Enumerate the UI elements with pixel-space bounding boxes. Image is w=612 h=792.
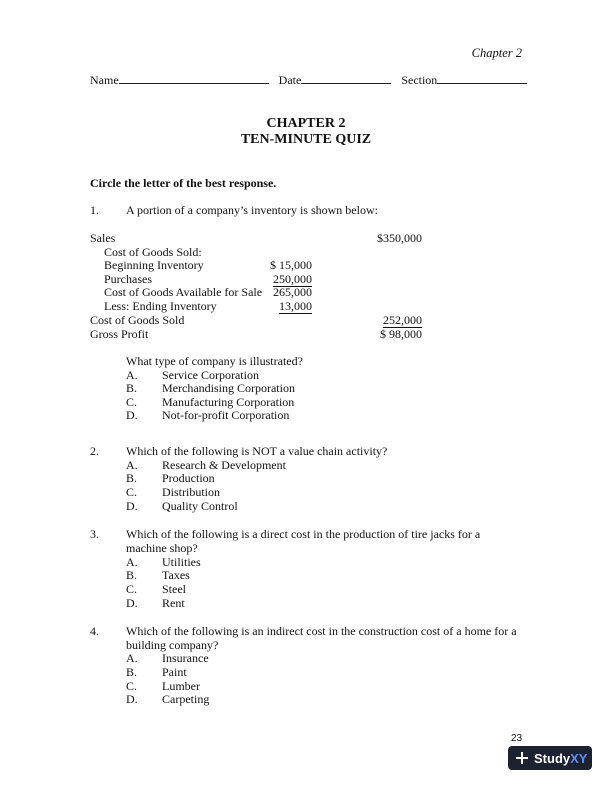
q4-option-d-text: Carpeting xyxy=(162,692,210,706)
sales-value: $350,000 xyxy=(377,231,422,245)
q3-option-d-text: Rent xyxy=(162,596,185,610)
cogs-label: Cost of Goods Sold xyxy=(90,313,185,327)
name-field[interactable] xyxy=(119,72,269,84)
q3-option-d-letter[interactable]: D. xyxy=(126,596,138,610)
q3-option-a-text: Utilities xyxy=(162,555,201,569)
q3-option-b-letter[interactable]: B. xyxy=(126,568,138,582)
cogs-header: Cost of Goods Sold: xyxy=(104,245,202,259)
name-label: Name xyxy=(90,73,119,87)
q2-option-a-letter[interactable]: A. xyxy=(126,458,138,472)
cogs-value: 252,000 xyxy=(383,313,422,327)
q4-option-b-text: Paint xyxy=(162,665,187,679)
q1-option-b-text: Merchandising Corporation xyxy=(162,381,295,395)
q3-option-c-text: Steel xyxy=(162,582,186,596)
ending-inventory-value: 13,000 xyxy=(279,299,312,313)
instructions: Circle the letter of the best response. xyxy=(90,176,277,190)
student-info-fields xyxy=(90,72,527,87)
gross-profit-label: Gross Profit xyxy=(90,327,149,341)
sales-label: Sales xyxy=(90,231,116,245)
date-label: Date xyxy=(278,73,302,87)
q1-option-b-letter[interactable]: B. xyxy=(126,381,138,395)
q3-text-line2: machine shop? xyxy=(126,541,198,555)
q1-option-a-text: Service Corporation xyxy=(162,368,259,382)
q2-option-a-text: Research & Development xyxy=(162,458,286,472)
purchases-label: Purchases xyxy=(104,272,152,286)
chapter-header: Chapter 2 xyxy=(471,46,522,60)
q3-number: 3. xyxy=(90,527,99,541)
q2-option-b-letter[interactable]: B. xyxy=(126,471,138,485)
plus-icon xyxy=(516,752,528,764)
q3-text-line1: Which of the following is a direct cost in the production of tire jacks for a xyxy=(126,527,481,541)
q4-option-a-text: Insurance xyxy=(162,651,209,665)
goods-available-value: 265,000 xyxy=(273,285,312,299)
q2-option-d-text: Quality Control xyxy=(162,499,238,513)
page-number: 23 xyxy=(511,733,523,744)
q4-number: 4. xyxy=(90,624,99,638)
q4-option-a-letter[interactable]: A. xyxy=(126,651,138,665)
brand-logo-text: StudyXY xyxy=(534,750,588,766)
q4-option-c-text: Lumber xyxy=(162,679,200,693)
q2-option-c-letter[interactable]: C. xyxy=(126,485,138,499)
goods-available-label: Cost of Goods Available for Sale xyxy=(104,285,263,299)
q1-prompt: What type of company is illustrated? xyxy=(126,354,303,368)
q1-option-d-text: Not-for-profit Corporation xyxy=(162,408,290,422)
studyxy-badge[interactable] xyxy=(508,746,592,770)
ending-inventory-label: Less: Ending Inventory xyxy=(104,299,217,313)
q2-option-c-text: Distribution xyxy=(162,485,221,499)
q2-option-b-text: Production xyxy=(162,471,215,485)
q4-option-b-letter[interactable]: B. xyxy=(126,665,138,679)
q4-text-line1: Which of the following is an indirect cost in the construction cost of a home for a xyxy=(126,624,517,638)
beginning-inventory-value: $ 15,000 xyxy=(270,258,312,272)
q4-option-c-letter[interactable]: C. xyxy=(126,679,138,693)
section-label: Section xyxy=(401,73,438,87)
q1-option-a-letter[interactable]: A. xyxy=(126,368,138,382)
q3-option-a-letter[interactable]: A. xyxy=(126,555,138,569)
q1-text: A portion of a company’s inventory is shown below: xyxy=(126,203,378,217)
q2-number: 2. xyxy=(90,444,99,458)
gross-profit-value: $ 98,000 xyxy=(380,327,422,341)
q3-option-b-text: Taxes xyxy=(162,568,190,582)
q1-option-c-letter[interactable]: C. xyxy=(126,395,138,409)
q1-number: 1. xyxy=(90,203,99,217)
beginning-inventory-label: Beginning Inventory xyxy=(104,258,204,272)
purchases-value: 250,000 xyxy=(273,272,312,286)
quiz-title: TEN-MINUTE QUIZ xyxy=(240,132,372,147)
q1-option-d-letter[interactable]: D. xyxy=(126,408,138,422)
q3-option-c-letter[interactable]: C. xyxy=(126,582,138,596)
q4-option-d-letter[interactable]: D. xyxy=(126,692,138,706)
chapter-title: CHAPTER 2 xyxy=(266,116,346,131)
date-field[interactable] xyxy=(301,72,391,84)
q2-option-d-letter[interactable]: D. xyxy=(126,499,138,513)
q4-text-line2: building company? xyxy=(126,638,219,652)
q1-option-c-text: Manufacturing Corporation xyxy=(162,395,295,409)
q2-text: Which of the following is NOT a value chain activity? xyxy=(126,444,388,458)
section-field[interactable] xyxy=(437,72,527,84)
